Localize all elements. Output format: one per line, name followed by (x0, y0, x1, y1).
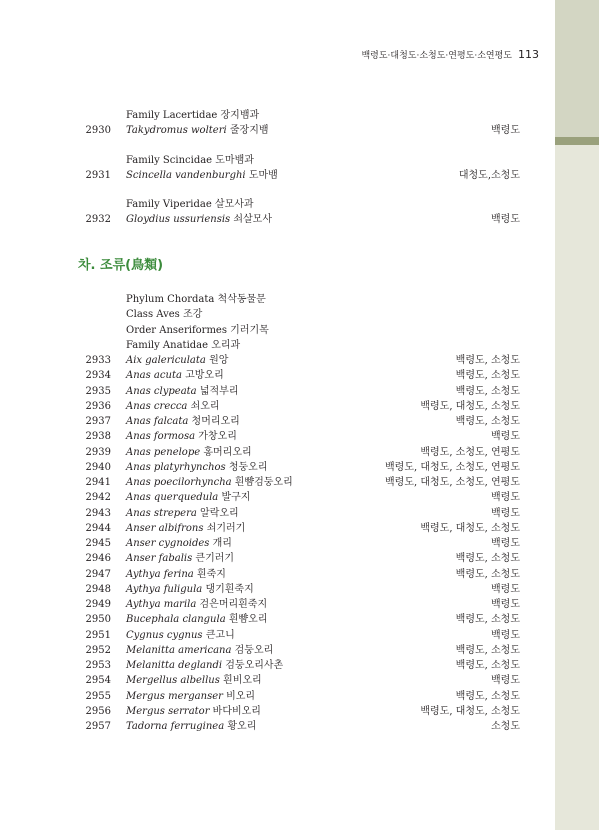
species-name: Scincella vandenburghi 도마뱀 (126, 169, 278, 181)
species-name: Anser fabalis 큰기러기 (126, 553, 235, 565)
species-row (0, 212, 555, 227)
species-locality: 소청도 (491, 721, 520, 732)
page-number: 113 (518, 48, 539, 61)
species-locality: 백령도, 소청도 (455, 416, 520, 427)
species-number: 2937 (85, 416, 111, 427)
species-name: Aythya ferina 흰죽지 (126, 568, 226, 580)
species-number: 2944 (85, 522, 111, 534)
side-tab (555, 0, 599, 137)
species-locality: 백령도 (491, 431, 520, 443)
species-locality: 백령도, 대청도, 소청도 (420, 705, 520, 717)
taxonomy-heading: Phylum Chordata 척삭동물문 (126, 294, 266, 305)
species-number: 2947 (85, 568, 111, 580)
species-row (0, 429, 555, 444)
species-number: 2951 (85, 629, 111, 641)
family-heading: Family Scincidae 도마뱀과 (126, 154, 254, 166)
species-name: Mergus serrator 바다비오리 (126, 705, 261, 717)
species-name: Aix galericulata 원앙 (126, 355, 229, 366)
species-number: 2955 (85, 690, 111, 702)
species-number: 2934 (85, 370, 111, 382)
reptile-list (0, 108, 555, 228)
species-name: Anas poecilorhyncha 흰뺨검둥오리 (126, 477, 293, 488)
species-locality: 백령도, 소청도 (455, 553, 520, 565)
family-heading: Family Lacertidae 장지뱀과 (126, 110, 260, 121)
species-row (0, 445, 555, 460)
species-locality: 백령도 (491, 214, 520, 226)
species-name: Anser cygnoides 개리 (126, 538, 232, 549)
bird-list (0, 292, 555, 734)
taxonomy-heading: Class Aves 조강 (126, 309, 203, 321)
species-row (0, 123, 555, 138)
species-name: Mergus merganser 비오리 (126, 690, 256, 702)
species-locality: 백령도, 소청도, 연평도 (420, 446, 520, 458)
taxonomy-heading: Order Anseriformes 기러기목 (126, 324, 269, 336)
species-number: 2941 (85, 477, 111, 488)
species-locality: 백령도, 소청도 (455, 660, 520, 671)
species-name: Mergellus albellus 흰비오리 (126, 675, 262, 687)
species-row (0, 460, 555, 475)
taxonomy-heading: Family Anatidae 오리과 (126, 339, 241, 351)
species-name: Anas penelope 홍머리오리 (126, 446, 252, 458)
species-locality: 백령도 (491, 675, 520, 687)
species-locality: 백령도 (491, 492, 520, 504)
species-name: Takydromus wolteri 줄장지뱀 (126, 125, 269, 137)
species-number: 2954 (85, 675, 111, 687)
species-number: 2949 (85, 599, 111, 610)
species-number: 2948 (85, 583, 111, 595)
species-row (0, 612, 555, 627)
species-number: 2945 (85, 538, 111, 549)
species-row (0, 521, 555, 536)
species-number: 2946 (85, 553, 111, 565)
family-group (0, 108, 555, 139)
species-locality: 백령도 (491, 599, 520, 610)
species-locality: 백령도, 소청도 (455, 690, 520, 702)
species-number: 2943 (85, 507, 111, 519)
species-row (0, 689, 555, 704)
species-number: 2953 (85, 660, 111, 671)
species-locality: 백령도, 소청도 (455, 385, 520, 397)
species-name: Anas strepera 알락오리 (126, 507, 239, 519)
species-row (0, 399, 555, 414)
species-number: 2935 (85, 385, 111, 397)
species-locality: 백령도, 소청도 (455, 355, 520, 366)
species-locality: 백령도 (491, 629, 520, 641)
species-name: Anas formosa 가창오리 (126, 431, 237, 443)
species-row (0, 384, 555, 399)
species-number: 2931 (85, 169, 111, 181)
species-locality: 대청도,소청도 (458, 169, 520, 181)
species-name: Anas clypeata 넓적부리 (126, 385, 239, 397)
side-tab-accent (555, 137, 599, 145)
species-number: 2938 (85, 431, 111, 443)
running-title: 백령도·대청도·소청도·연평도·소연평도 (361, 51, 512, 61)
species-row (0, 506, 555, 521)
species-name: Anas crecca 쇠오리 (126, 400, 220, 412)
family-group (0, 197, 555, 228)
species-row (0, 673, 555, 688)
species-number: 2936 (85, 400, 111, 412)
species-number: 2956 (85, 705, 111, 717)
species-number: 2950 (85, 614, 111, 626)
species-number: 2957 (85, 721, 111, 732)
bird-rows (0, 353, 555, 734)
species-locality: 백령도 (491, 507, 520, 519)
species-locality: 백령도, 대청도, 소청도, 연평도 (385, 461, 520, 473)
species-locality: 백령도, 소청도 (455, 568, 520, 580)
species-row (0, 658, 555, 673)
species-number: 2952 (85, 644, 111, 656)
species-number: 2942 (85, 492, 111, 504)
species-row (0, 168, 555, 183)
species-name: Aythya fuligula 댕기흰죽지 (126, 583, 254, 595)
species-locality: 백령도, 소청도 (455, 644, 520, 656)
species-number: 2932 (85, 214, 111, 226)
species-name: Melanitta deglandi 검둥오리사촌 (126, 660, 284, 671)
species-row (0, 567, 555, 582)
species-row (0, 719, 555, 734)
species-locality: 백령도, 대청도, 소청도 (420, 400, 520, 412)
species-row (0, 490, 555, 505)
species-locality: 백령도, 대청도, 소청도 (420, 522, 520, 534)
species-name: Aythya marila 검은머리흰죽지 (126, 599, 268, 610)
species-name: Bucephala clangula 흰뺨오리 (126, 614, 268, 626)
species-name: Gloydius ussuriensis 쇠살모사 (126, 214, 272, 226)
species-row (0, 582, 555, 597)
species-row (0, 643, 555, 658)
species-name: Anas platyrhynchos 청둥오리 (126, 461, 268, 473)
section-title: 차. 조류(鳥類) (78, 258, 164, 273)
species-row (0, 628, 555, 643)
running-header (361, 48, 539, 61)
species-locality: 백령도, 소청도 (455, 614, 520, 626)
species-row (0, 414, 555, 429)
species-number: 2940 (85, 461, 111, 473)
species-row (0, 368, 555, 383)
species-number: 2939 (85, 446, 111, 458)
family-group (0, 153, 555, 184)
species-row (0, 597, 555, 612)
species-row (0, 704, 555, 719)
species-name: Anser albifrons 쇠기러기 (126, 522, 246, 534)
species-row (0, 536, 555, 551)
species-row (0, 551, 555, 566)
species-name: Cygnus cygnus 큰고니 (126, 629, 235, 641)
species-row (0, 475, 555, 490)
family-heading: Family Viperidae 살모사과 (126, 199, 254, 210)
species-number: 2930 (85, 125, 111, 137)
species-name: Tadorna ferruginea 황오리 (126, 721, 257, 732)
species-locality: 백령도 (491, 538, 520, 549)
species-locality: 백령도 (491, 583, 520, 595)
species-locality: 백령도, 소청도 (455, 370, 520, 382)
species-row (0, 353, 555, 368)
species-number: 2933 (85, 355, 111, 366)
species-name: Melanitta americana 검둥오리 (126, 644, 274, 656)
species-locality: 백령도 (491, 125, 520, 137)
species-name: Anas querquedula 발구지 (126, 492, 251, 504)
species-name: Anas acuta 고방오리 (126, 370, 224, 382)
species-name: Anas falcata 청머리오리 (126, 416, 240, 427)
species-locality: 백령도, 대청도, 소청도, 연평도 (385, 477, 520, 488)
